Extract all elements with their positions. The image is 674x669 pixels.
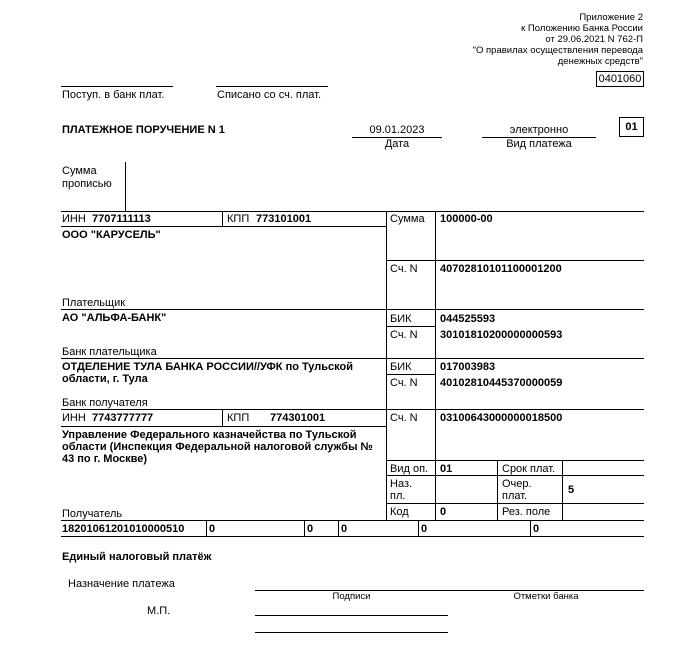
grid-line [61, 226, 386, 227]
payee-label: Получатель [62, 508, 123, 520]
payee-inn: 7743777777 [92, 412, 154, 424]
payer-bank-bik: 044525593 [440, 313, 496, 325]
received-label: Поступ. в банк плат. [62, 89, 165, 101]
appendix-line: Приложение 2 [579, 12, 643, 23]
signatures-label: Подписи [332, 591, 371, 602]
grid-line [386, 460, 644, 461]
payee-bank-bik: 017003983 [440, 361, 496, 373]
reserve-field-label: Рез. поле [502, 506, 551, 518]
payment-purpose-code-label [390, 478, 412, 502]
appendix-note [473, 12, 643, 67]
appendix-line: от 29.06.2021 N 762-П [545, 34, 643, 45]
payment-purpose-text: Единый налоговый платёж [62, 551, 212, 563]
payment-type-label: Вид платежа [506, 138, 572, 150]
grid-line [222, 211, 223, 226]
payment-queue-label [502, 478, 532, 502]
tax-field-basis: 0 [307, 523, 314, 535]
amount-words-label [62, 165, 112, 191]
tax-field-kbk: 18201061201010000510 [62, 523, 185, 535]
payment-term-label: Срок плат. [502, 463, 556, 475]
purpose-code-label-line: пл. [390, 490, 406, 502]
appendix-line: денежных средств" [557, 56, 643, 67]
status-code: 01 [625, 121, 638, 133]
amount-words-label-line: Сумма [62, 165, 97, 177]
payee-name: Управление Федерального казначейства по Тульской области (Инспекция Федеральной налоговой службы № 43 по г. Москве) [62, 429, 373, 465]
grid-line [61, 358, 644, 359]
amount-words-divider [125, 162, 126, 211]
signature-line [255, 615, 448, 616]
amount-value: 100000-00 [440, 213, 493, 225]
tax-field-doc-number: 0 [421, 523, 428, 535]
grid-line [530, 520, 531, 536]
payer-bank-account: 30101810200000000593 [440, 329, 563, 341]
grid-line [386, 503, 644, 504]
payer-account: 40702810101100001200 [440, 263, 562, 275]
grid-line [435, 211, 436, 520]
operation-type-label: Вид оп. [390, 463, 429, 475]
purpose-code-label-line: Наз. [390, 478, 413, 490]
grid-line [61, 426, 386, 427]
payee-bank-label: Банк получателя [62, 397, 148, 409]
tax-field-oktmo: 0 [209, 523, 216, 535]
code-label: Код [390, 506, 409, 518]
appendix-line: к Положению Банка России [521, 23, 643, 34]
form-code-box [596, 71, 644, 87]
payer-kpp: 773101001 [256, 213, 312, 225]
debited-line [216, 86, 328, 87]
signature-line [255, 632, 448, 633]
payer-bank-bik-label: БИК [390, 313, 412, 325]
payee-account: 03100643000000018500 [440, 412, 563, 424]
payee-bank-name: ОТДЕЛЕНИЕ ТУЛА БАНКА РОССИИ//УФК по Тульской области, г. Тула [62, 361, 353, 385]
payee-bank-account-label: Сч. N [390, 377, 418, 389]
grid-line [61, 211, 644, 212]
payment-queue-value: 5 [568, 484, 575, 496]
payee-kpp-label: КПП [227, 412, 250, 424]
payer-label: Плательщик [62, 297, 126, 309]
grid-line [61, 520, 644, 521]
bank-marks-label: Отметки банка [513, 591, 579, 602]
payment-type: электронно [509, 124, 569, 136]
grid-line [386, 211, 387, 520]
grid-line [386, 260, 644, 261]
code-value: 0 [440, 506, 447, 518]
grid-line [386, 475, 644, 476]
grid-line [61, 309, 644, 310]
order-title: ПЛАТЕЖНОЕ ПОРУЧЕНИЕ N 1 [62, 124, 225, 136]
amount-label: Сумма [390, 213, 425, 225]
grid-line [338, 520, 339, 536]
payment-purpose-label: Назначение платежа [68, 578, 175, 590]
tax-field-period: 0 [341, 523, 348, 535]
payee-inn-label: ИНН [62, 412, 86, 424]
appendix-line: "О правилах осуществления перевода [472, 45, 643, 56]
payee-bank-account: 40102810445370000059 [440, 377, 563, 389]
grid-line [386, 374, 435, 375]
operation-type-value: 01 [440, 463, 453, 475]
amount-words-label-line: прописью [62, 178, 112, 190]
payer-bank-name: АО "АЛЬФА-БАНК" [62, 312, 167, 324]
grid-line [206, 520, 207, 536]
received-line [61, 86, 173, 87]
grid-line [61, 409, 644, 410]
payer-bank-label: Банк плательщика [62, 346, 157, 358]
stamp-label: М.П. [147, 605, 171, 617]
queue-label-line: Очер. [502, 478, 532, 490]
tax-field-doc-date: 0 [533, 523, 540, 535]
form-code: 0401060 [598, 73, 642, 85]
payee-bank-bik-label: БИК [390, 361, 412, 373]
payer-inn: 7707111113 [92, 213, 151, 225]
grid-line [304, 520, 305, 536]
debited-label: Списано со сч. плат. [217, 89, 322, 101]
payer-name: ООО "КАРУСЕЛЬ" [62, 229, 161, 241]
grid-line [497, 460, 498, 520]
grid-line [418, 520, 419, 536]
payee-account-label: Сч. N [390, 412, 418, 424]
grid-line [562, 460, 563, 520]
queue-label-line: плат. [502, 490, 528, 502]
payer-account-label: Сч. N [390, 263, 418, 275]
payer-kpp-label: КПП [227, 213, 250, 225]
date-label: Дата [384, 138, 410, 150]
grid-line [222, 409, 223, 426]
grid-line [61, 536, 644, 537]
status-code-box [619, 117, 644, 137]
grid-line [386, 326, 435, 327]
payee-kpp: 774301001 [270, 412, 326, 424]
payer-bank-account-label: Сч. N [390, 329, 418, 341]
payer-inn-label: ИНН [62, 213, 86, 225]
order-date: 09.01.2023 [369, 124, 425, 136]
